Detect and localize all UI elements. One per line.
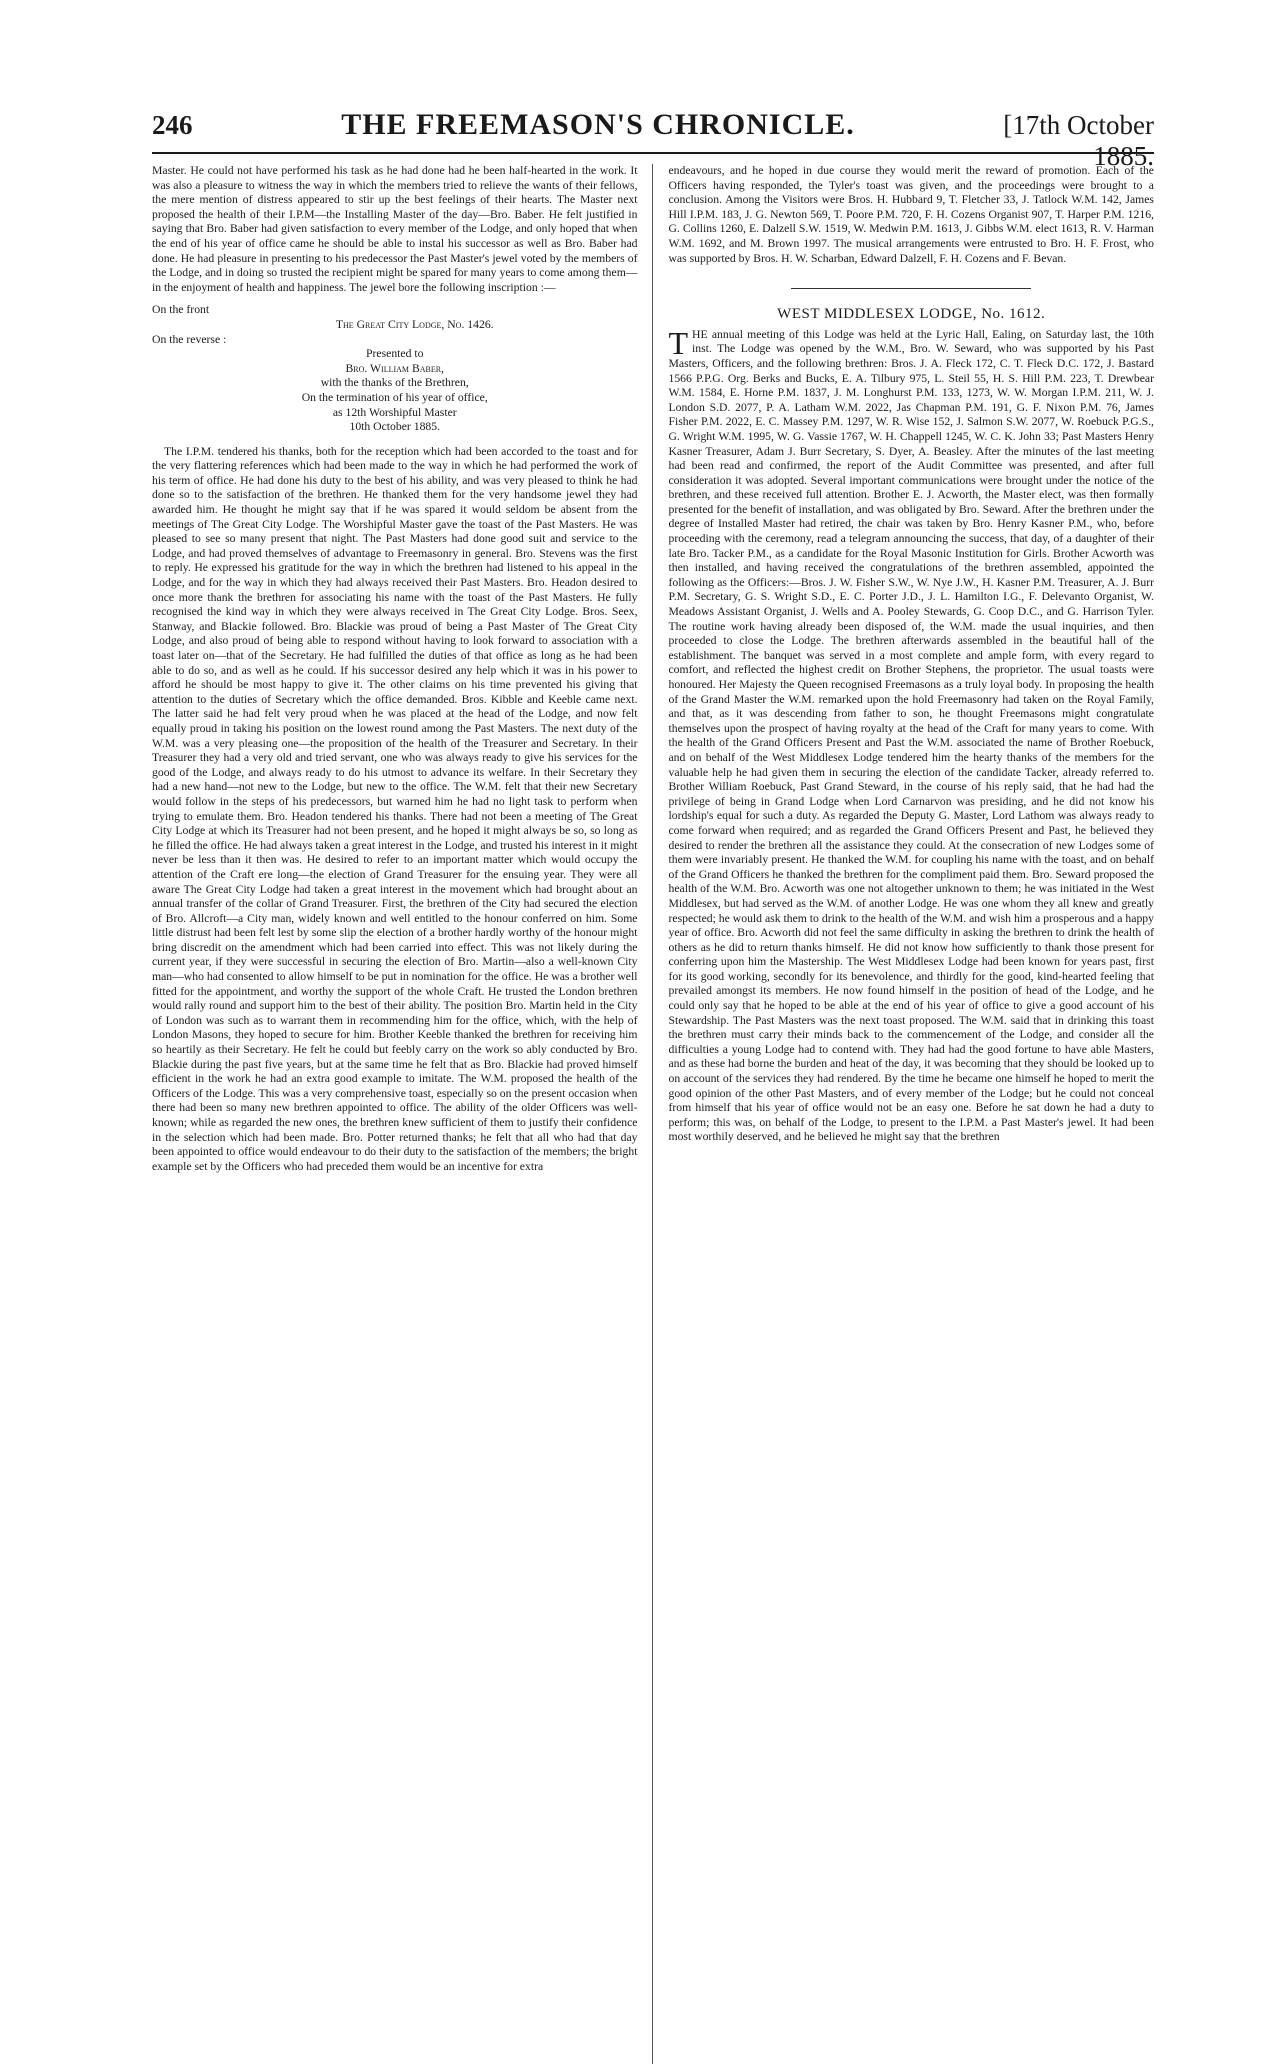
right-paragraph-2 [668, 324, 1154, 1145]
publication-title: THE FREEMASON'S CHRONICLE. [341, 108, 855, 141]
inscription-line-6: 10th October 1885. [349, 420, 441, 434]
text-columns [152, 164, 1154, 2064]
right-paragraph-1: endeavours, and he hoped in due course they would merit the reward of promotion. Each of the Officers having responded, the Tyler's toast was given, and the proceedings were brought to a conclusion. Among the Visitors were Bros. H. Hubbard 9, T. Fletcher 33, J. Tatlock W.M. 142, James Hill I.P.M. 183, J. G. Newton 569, T. Poore P.M. 720, F. H. Cozens Organist 907, T. Harper P.M. 1216, G. Collins 1260, E. Dalzell S.W. 1519, W. Medwin P.M. 1613, J. Gibbs W.M. elect 1613, R. V. Harman W.M. 1692, and M. Brown 1997. The musical arrangements were entrusted to Bro. H. F. Frost, who was supported by Bros. H. W. Scharban, Edward Dalzell, F. H. Cozens and F. Bevan. [668, 164, 1154, 265]
inscription-line-1: Presented to [366, 347, 424, 361]
drop-cap: T [668, 324, 689, 361]
inscription-line-5: as 12th Worshipful Master [332, 405, 457, 419]
page-number: 246 [152, 110, 193, 140]
inscription-line-3: with the thanks of the Brethren, [320, 376, 469, 390]
left-paragraph-1: Master. He could not have performed his task as he had done had he been half-hearted in the work. It was also a pleasure to witness the way in which the members tried to relieve the wants of their fellows, the mere mention of distress appeared to stir up the best feelings of their hearts. The Master next proposed the health of their I.P.M—the Installing Master of the day—Bro. Baber. He felt justified in saying that Bro. Baber had given satisfaction to every member of the Lodge, and only hoped that when the end of his year of office came he should be able to instal his successor as well as Bro. Baber had done. He had pleasure in presenting to his predecessor the Past Master's jewel voted by the members of the Lodge, and in doing so trusted the recipient might be spared for many years to come among them—in the enjoyment of health and happiness. The jewel bore the following inscription :— [152, 164, 638, 294]
right-paragraph-2-text: HE annual meeting of this Lodge was held at the Lyric Hall, Ealing, on Saturday last, the 10th inst. The Lodge was opened by the W.M., Bro. W. Seward, who was supported by his Past Masters, Officers, and the following brethren: Bros. J. A. Fleck 172, C. T. Fleck D.C. 172, J. Bastard 1566 P.P.G. Org. Berks and Bucks, E. A. Tilbury 975, L. Steil 55, H. S. Hill P.M. 223, T. Drewbear W.M. 1584, E. Horne P.M. 1837, J. M. Longhurst P.M. 133, 1273, W. W. Morgan I.P.M. 211, W. J. London S.D. 2077, P. A. Latham W.M. 2022, Jas Chapman P.M. 191, G. F. Nixon P.M. 76, James Fisher P.M. 2022, E. C. Massey P.M. 1297, W. R. Wise 152, J. Salmon S.W. 2077, W. Roebuck P.G.S., G. Wright W.M. 1995, W. G. Vassie 1767, W. H. Chappell 1245, W. C. K. John 33; Past Masters Henry Kasner Treasurer, Adam J. Burr Secretary, S. Dyer, A. Beasley. After the minutes of the last meeting had been read and confirmed, the report of the Audit Committee was presented, and after full consideration it was adopted. Several important communications were brought under the notice of the brethren, and these received full attention. Brother E. J. Acworth, the Master elect, was then formally presented for the benefit of installation, and was obligated by Bro. Seward. After the brethren under the degree of Installed Master had retired, the chair was taken by Bro. Henry Kasner P.M., who, before proceeding with the ceremony, read a telegram announcing the success, that day, of a daughter of their late Bro. Tacker P.M., as a candidate for the Royal Masonic Institution for Girls. Brother Acworth was then installed, and having received the congratulations of the brethren assembled, appointed the following as the Officers:—Bros. J. W. Fisher S.W., W. Nye J.W., H. Kasner P.M. Treasurer, A. J. Burr P.M. Secretary, G. S. Wright S.D., E. C. Porter J.D., J. L. Hamilton I.G., F. Delevanto Organist, W. Meadows Assistant Organist, J. Wells and A. Pooley Stewards, G. Coop D.C., and G. Harrison Tyler. The routine work having already been disposed of, the W.M. made the usual inquiries, and then proceeded to close the Lodge. The brethren afterwards assembled in the beautiful hall of the establishment. The banquet was served in a most complete and ample form, with every regard to comfort, and reflected the highest credit on Brother Stephens, the proprietor. The usual toasts were honoured. Her Majesty the Queen recognised Freemasons as a truly loyal body. In proposing the health of the Grand Master the W.M. remarked upon the hold Freemasonry had taken on the Royal Family, and that, as it was descending from father to son, he thought Freemasons might congratulate themselves upon the prospect of having royalty at the head of the Craft for many years to come. With the health of the Grand Officers Present and Past the W.M. associated the name of Brother Roebuck, and on behalf of the West Middlesex Lodge tendered him the hearty thanks of the members for the valuable help he had given them in securing the election of the candidate Tacker, already referred to. Brother William Roebuck, Past Grand Steward, in the course of his reply said, that he had had the privilege of being in Grand Lodge when Lord Carnarvon was presiding, and he did not know his lordship's equal for such a duty. As regarded the Deputy G. Master, Lord Lathom was always ready to come forward when required; and as regarded the Grand Officers Present and Past, he believed they desired to render the brethren all the assistance they could. At the consecration of new Lodges some of them were invariably present. He thanked the W.M. for coupling his name with the toast, and on behalf of the Grand Officers he thanked the brethren for the compliment paid them. Bro. Seward proposed the health of the W.M. Bro. Acworth was one not altogether unknown to them; he was initiated in the West Middlesex, but had served as the W.M. of another Lodge. He was one whom they all knew and greatly respected; he would ask them to drink to the health of the W.M. and wish him a prosperous and a happy year of office. Bro. Acworth did not feel the same difficulty in asking the brethren to drink the health of others as he did to return thanks himself. He did not know how sufficiently to thank those present for conferring upon him the Mastership. The West Middlesex Lodge had been known for years past, first for its good working, secondly for its benevolence, and thirdly for the good, kind-hearted feeling that prevailed amongst its members. He now found himself in the position of head of the Lodge, and he could only say that he hoped to be able at the end of his year of office to give a good account of his Stewardship. The Past Masters was the next toast proposed. The W.M. said that in drinking this toast the brethren must carry their minds back to the commencement of the Lodge, and consider all the difficulties a young Lodge had to contend with. They had had the good fortune to have able Masters, and as these had borne the burden and heat of the day, it was becoming that they should be looked up to on account of the services they had rendered. By the time he became one himself he hoped to merit the good opinion of the other Past Masters, and of every member of the Lodge; but he could not conceal from himself that his year of office would not be an easy one. Before he sat down he had a duty to perform; this was, on behalf of the Lodge, to present to the I.P.M. a Past Master's jewel. It had been most worthily deserved, and he believed he might say that the brethren [668, 327, 1154, 1144]
inscription-line-2: Bro. William Baber, [345, 361, 445, 375]
inscription-front-text: The Great City Lodge, No. 1426. [335, 317, 494, 331]
section-separator [791, 288, 1031, 289]
lodge-heading: WEST MIDDLESEX LODGE, No. 1612. [777, 306, 1046, 323]
inscription-line-4: On the termination of his year of office, [301, 390, 488, 404]
inscription-front-row [152, 303, 638, 318]
inscription-front-label: On the front [152, 303, 210, 317]
inscription-reverse-label: On the reverse : [152, 332, 227, 346]
right-column [652, 164, 1154, 2064]
jewel-inscription [152, 303, 638, 434]
issue-date: [17th October 1885. [1003, 110, 1154, 171]
masthead [152, 108, 1154, 171]
inscription-reverse-row [152, 333, 638, 348]
left-paragraph-2: The I.P.M. tendered his thanks, both for the reception which had been accorded to the toast and for the very flattering references which had been made to the way in which he had performed the work of his term of office. He had done his duty to the best of his ability, and was very pleased to think he had done so to the satisfaction of the brethren. He thanked them for the very handsome jewel they had awarded him. He thought he might say that if he was spared it would seldom be absent from the meetings of The Great City Lodge. The Worshipful Master gave the toast of the Past Masters. He was pleased to see so many present that night. The Past Masters had done good suit and service to the Lodge, and had proved themselves of advantage to Freemasonry in general. Bro. Stevens was the first to reply. He expressed his gratitude for the way in which the brethren had listened to his appeal in the Lodge, and for the way in which they had always received their Past Masters. Bro. Headon desired to once more thank the brethren for associating his name with the toast of the Past Masters. He fully recognised the kind way in which they were always received in The Great City Lodge. Bros. Seex, Stanway, and Blackie followed. Bro. Blackie was proud of being a Past Master of The Great City Lodge, and also proud of being able to respond without having to look forward to association with a toast later on—that of the Secretary. He had fulfilled the duties of that office as long as he had been able to do so, and as well as he could. If his successor desired any help which it was in his power to afford he should be most happy to give it. The other claims on his time prevented his giving that attention to the duties of Secretary which the office demanded. Bros. Kibble and Keeble came next. The latter said he had felt very proud when he was placed at the head of the Lodge, and now felt equally proud in taking his position on the lowest round among the Past Masters. The next duty of the W.M. was a very pleasing one—the proposition of the health of the Treasurer and Secretary. In their Treasurer they had a very old and tried servant, one who was always ready to give his services for the good of the Lodge, and always ready to do his utmost to advance its welfare. In their Secretary they had a new hand—not new to the Lodge, but new to the office. The W.M. felt that their new Secretary would follow in the steps of his predecessors, but warned him he had no light task to perform when trying to emulate them. Bro. Headon tendered his thanks. There had not been a meeting of The Great City Lodge at which its Treasurer had not been present, and he hoped it might always be so, so long as he filled the office. He had always taken a great interest in the Lodge, and trusted his interest in it might never be less than it then was. He desired to refer to an important matter which would occupy the attention of the Craft ere long—the election of Grand Treasurer for the ensuing year. They were all aware The Great City Lodge had taken a great interest in the movement which had brought about an annual transfer of the collar of Grand Treasurer. First, the brethren of the City had secured the election of Bro. Allcroft—a City man, widely known and well entitled to the honour conferred on him. Some little distrust had been felt lest by some slip the election of a brother hardly worthy of the honour might bring discredit on the amendment which had been carried into effect. This was not likely during the current year, if they were successful in securing the election of Bro. Martin—also a well-known City man—who had consented to allow himself to be put in nomination for the office. He was a brother well fitted for the appointment, and worthy the support of the whole Craft. He trusted the London brethren would rally round and support him to the best of their ability. The position Bro. Martin held in the City of London was such as to warrant them in recommending him for the office, which, with the help of London Masons, they hoped to secure for him. Brother Keeble thanked the brethren for receiving him so heartily as their Secretary. He felt he could but feebly carry on the work so ably conducted by Bro. Blackie during the past five years, but at the same time he felt that as Bro. Blackie had proved himself efficient in the work he had an extra good example to imitate. The W.M. proposed the health of the Officers of the Lodge. This was a very comprehensive toast, especially so on the present occasion when there had been so many new brethren appointed to office. The ability of the older Officers was well-known; while as regarded the new ones, the brethren knew sufficient of them to justify their confidence in the selection which had been made. Bro. Potter returned thanks; he felt that all who had that day been appointed to office would endeavour to do their duty to the satisfaction of the members; the bright example set by the Officers who had preceded them would be an incentive for extra [152, 444, 638, 1173]
left-column [152, 164, 652, 2064]
